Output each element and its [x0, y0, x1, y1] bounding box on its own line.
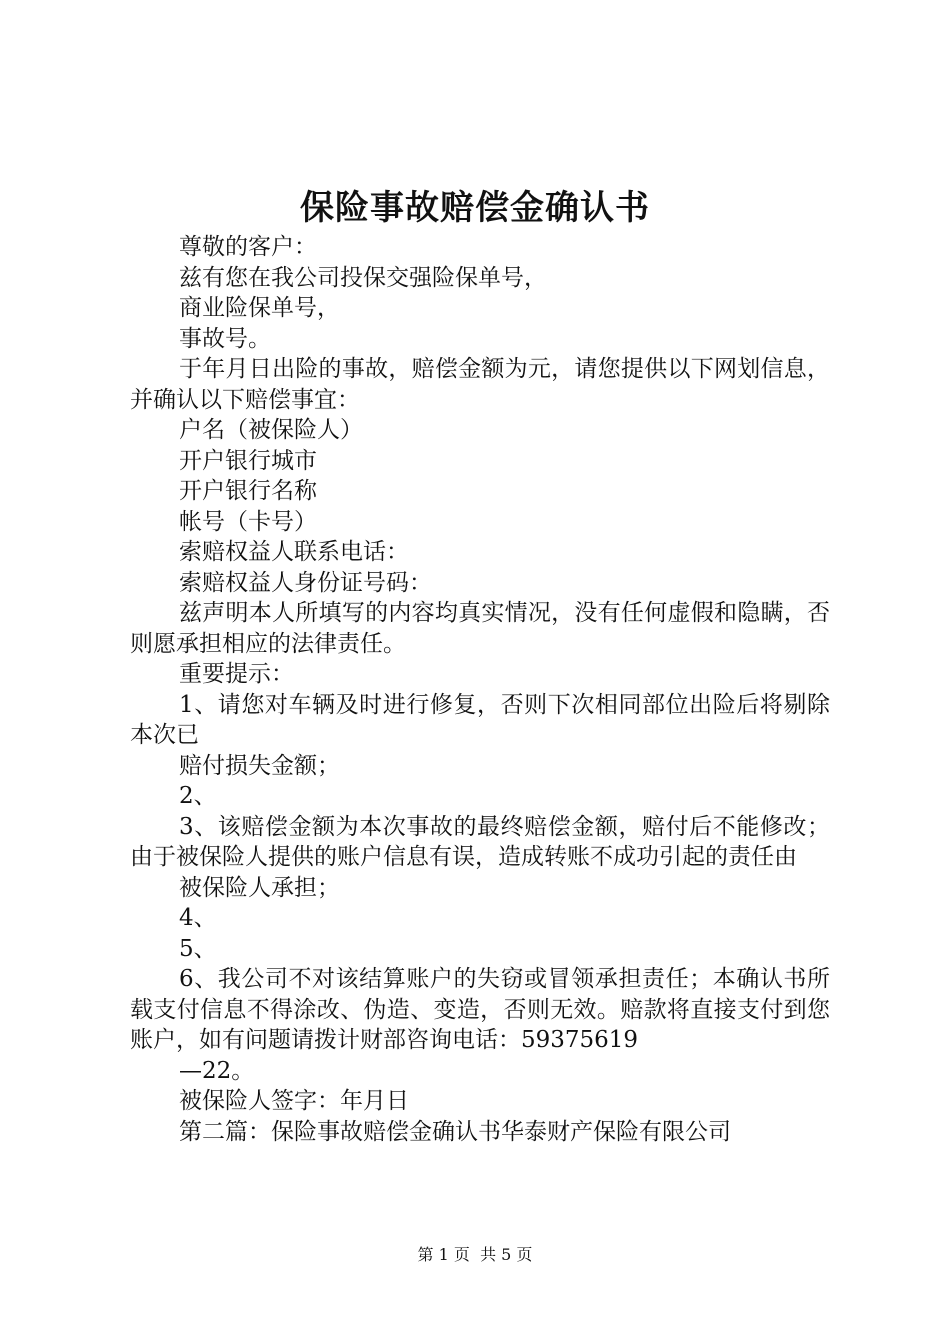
claimant-id-line: 索赔权益人身份证号码： — [179, 569, 432, 596]
salutation: 尊敬的客户： — [179, 234, 317, 260]
notice-item-5: 5、 — [179, 935, 217, 962]
signature-line: 被保险人签字：年月日 — [179, 1088, 409, 1114]
notice-item-1-continued: 赔付损失金额； — [179, 752, 340, 779]
claimant-phone-line: 索赔权益人联系电话： — [179, 539, 409, 565]
notice-item-6: 6、我公司不对该结算账户的失窃或冒领承担责任；本确认书所载支付信息不得涂改、伪造、变造，否则无效。赔款将直接支付到您账户，如有问题请拨计财部咨询电话：59375619 — [130, 966, 830, 1053]
notice-item-2: 2、 — [179, 783, 217, 809]
policy-commercial-line: 商业险保单号， — [179, 295, 340, 321]
accident-description-paragraph: 于年月日出险的事故，赔偿金额为元，请您提供以下网划信息，并确认以下赔偿事宜： — [130, 356, 830, 413]
document-title: 保险事故赔偿金确认书 — [300, 188, 650, 228]
declaration-paragraph: 兹声明本人所填写的内容均真实情况，没有任何虚假和隐瞒，否则愿承担相应的法律责任。 — [130, 600, 830, 657]
notice-item-4: 4、 — [179, 905, 217, 931]
page-number-label: 第 1 页 共 5 页 — [417, 1245, 533, 1264]
notice-item-3-continued: 被保险人承担； — [179, 874, 340, 901]
policy-compulsory-line: 兹有您在我公司投保交强险保单号， — [179, 264, 547, 291]
notice-item-6-continued: —22。 — [179, 1057, 255, 1084]
accident-number-line: 事故号。 — [179, 325, 271, 352]
document-body — [130, 232, 830, 1147]
account-number-line: 帐号（卡号） — [179, 508, 317, 535]
notice-item-3: 3、该赔偿金额为本次事故的最终赔偿金额，赔付后不能修改；由于被保险人提供的账户信息有误，造成转账不成功引起的责任由 — [130, 813, 830, 870]
second-article-heading: 第二篇：保险事故赔偿金确认书华泰财产保险有限公司 — [179, 1118, 731, 1145]
important-notice-heading: 重要提示： — [179, 661, 294, 687]
notice-item-1: 1、请您对车辆及时进行修复，否则下次相同部位出险后将剔除本次已 — [130, 691, 830, 748]
bank-name-line: 开户银行名称 — [179, 478, 317, 504]
bank-city-line: 开户银行城市 — [179, 447, 317, 474]
account-name-line: 户名（被保险人） — [179, 417, 363, 443]
page-footer — [0, 1245, 950, 1265]
